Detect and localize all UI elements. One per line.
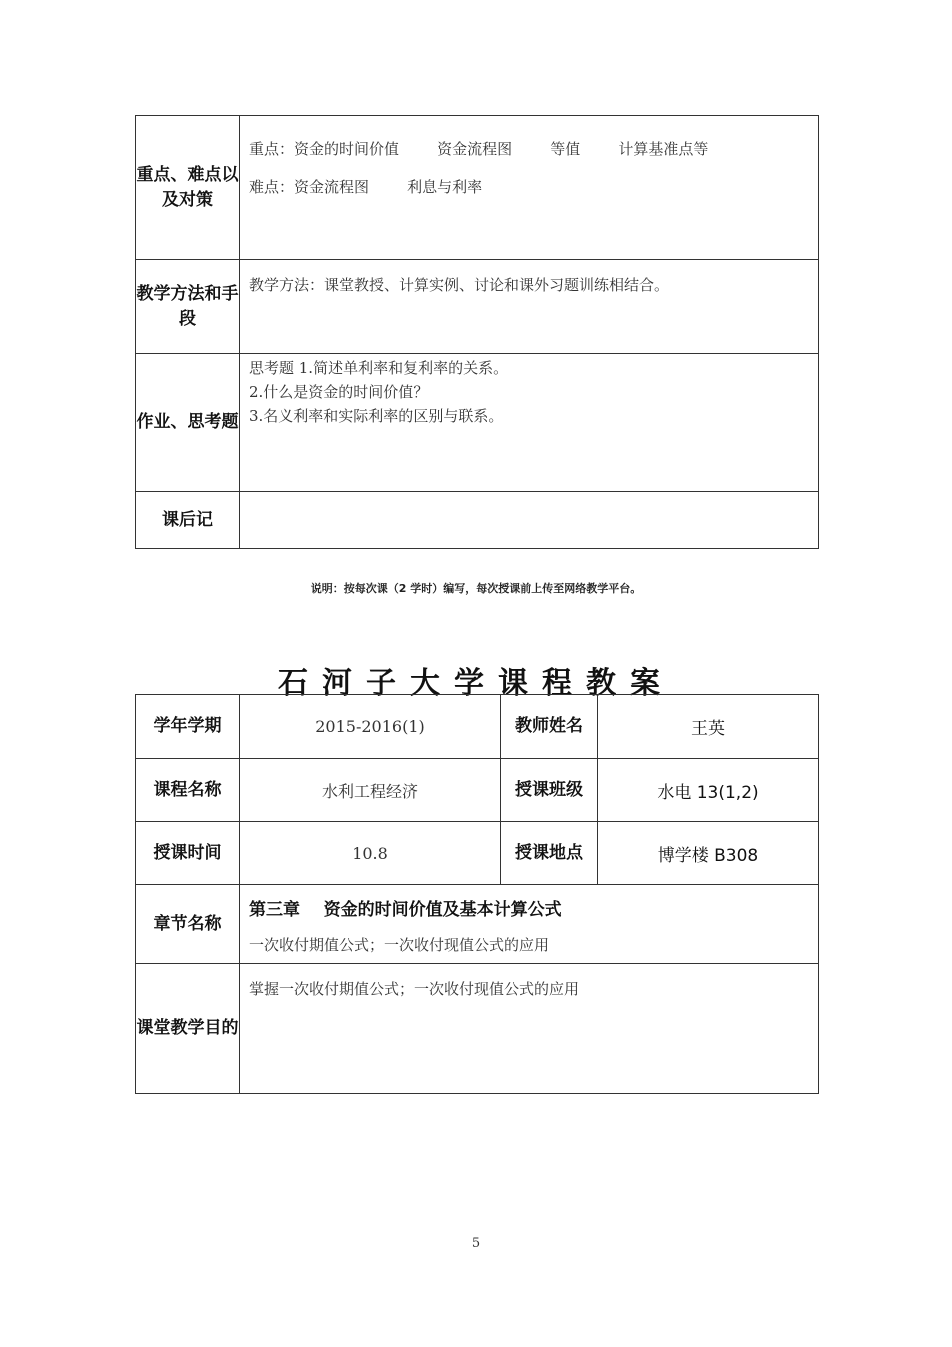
row-label-key-points: 重点、难点以及对策 — [136, 116, 240, 260]
postscript-content — [240, 492, 819, 549]
table-row — [136, 822, 819, 885]
goal-content — [240, 964, 819, 1094]
place-label: 授课地点 — [501, 822, 598, 885]
teacher-label: 教师姓名 — [501, 695, 598, 759]
chapter-heading: 第三章 资金的时间价值及基本计算公式 — [249, 900, 562, 920]
table-row — [136, 885, 819, 964]
place-value: 博学楼 B308 — [598, 822, 819, 885]
goal-label: 课堂教学目的 — [136, 964, 240, 1094]
page-number: 5 — [471, 1236, 481, 1251]
course-label: 课程名称 — [136, 759, 240, 822]
class-value: 水电 13(1,2) — [598, 759, 819, 822]
homework-line: 思考题 1.简述单利率和复利率的关系。 — [249, 359, 509, 377]
chapter-subtitle: 一次收付期值公式；一次收付现值公式的应用 — [249, 936, 550, 954]
term-label: 学年学期 — [136, 695, 240, 759]
key-points-content — [240, 116, 819, 260]
goal-text: 掌握一次收付期值公式；一次收付现值公式的应用 — [249, 980, 580, 998]
row-label-homework: 作业、思考题 — [136, 354, 240, 492]
table-row — [136, 116, 819, 260]
class-label: 授课班级 — [501, 759, 598, 822]
key-points-line: 重点：资金的时间价值 资金流程图 等值 计算基准点等 — [249, 140, 709, 158]
teaching-methods-content — [240, 260, 819, 354]
homework-line: 3.名义利率和实际利率的区别与联系。 — [249, 407, 504, 425]
chapter-label: 章节名称 — [136, 885, 240, 964]
teacher-value: 王英 — [598, 695, 819, 759]
page-title: 石河子大学课程教案 — [278, 666, 674, 701]
homework-content — [240, 354, 819, 492]
time-value: 10.8 — [240, 822, 501, 885]
table-row — [136, 695, 819, 759]
lesson-plan-table-1 — [135, 115, 819, 549]
submission-note: 说明：按每次课（2 学时）编写，每次授课前上传至网络教学平台。 — [310, 582, 642, 595]
table-row — [136, 354, 819, 492]
table-row — [136, 964, 819, 1094]
table-row — [136, 759, 819, 822]
chapter-content — [240, 885, 819, 964]
time-label: 授课时间 — [136, 822, 240, 885]
lesson-plan-table-2 — [135, 694, 819, 1094]
teaching-methods-line: 教学方法：课堂教授、计算实例、讨论和课外习题训练相结合。 — [249, 276, 670, 294]
row-label-teaching-methods: 教学方法和手段 — [136, 260, 240, 354]
table-row — [136, 492, 819, 549]
row-label-postscript: 课后记 — [136, 492, 240, 549]
course-value: 水利工程经济 — [240, 759, 501, 822]
table-row — [136, 260, 819, 354]
homework-line: 2.什么是资金的时间价值？ — [249, 383, 429, 401]
term-value: 2015-2016(1) — [240, 695, 501, 759]
difficult-points-line: 难点：资金流程图 利息与利率 — [249, 178, 483, 196]
